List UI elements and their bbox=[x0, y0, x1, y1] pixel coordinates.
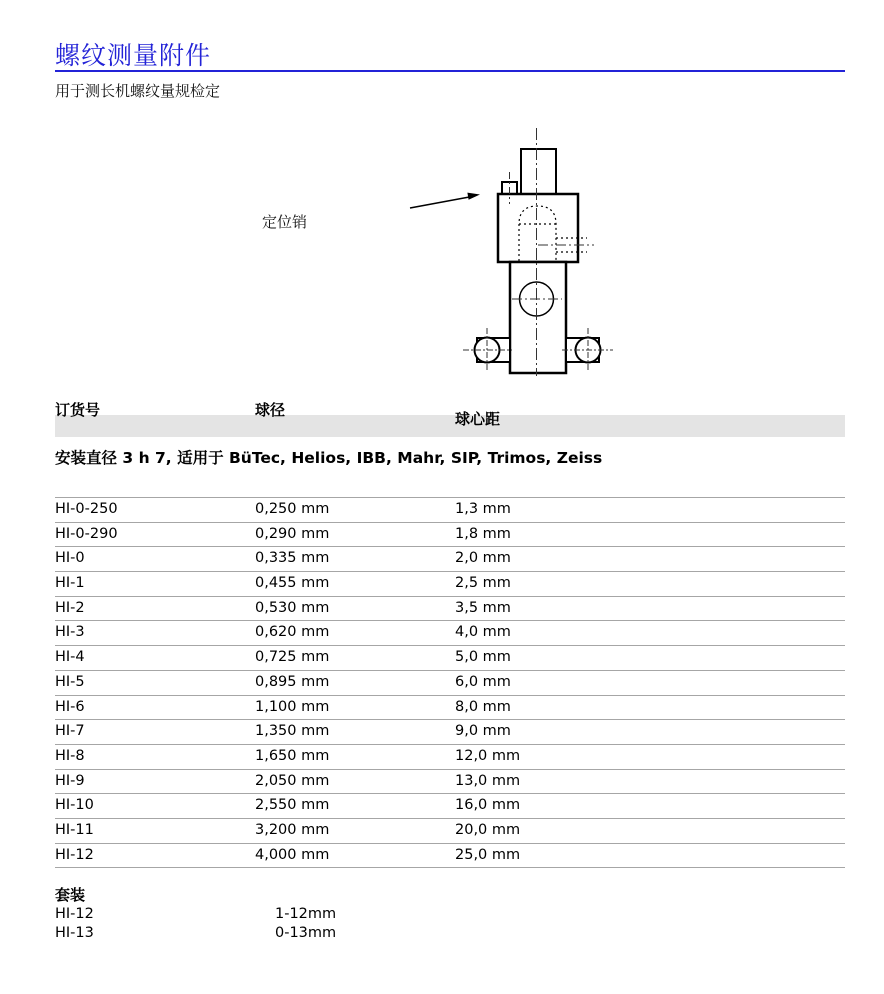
title-rule bbox=[55, 70, 845, 72]
cell-order-no: HI-8 bbox=[55, 747, 85, 764]
cell-center-dist: 9,0 mm bbox=[455, 723, 511, 740]
cell-ball-dia: 1,350 mm bbox=[255, 723, 330, 740]
cell-order-no: HI-5 bbox=[55, 673, 85, 690]
cell-center-dist: 5,0 mm bbox=[455, 649, 511, 666]
table-header-bar bbox=[55, 415, 845, 437]
cell-set-order-no: HI-13 bbox=[55, 925, 94, 941]
table-row bbox=[55, 793, 845, 818]
cell-order-no: HI-10 bbox=[55, 797, 94, 814]
cell-order-no: HI-1 bbox=[55, 575, 85, 592]
cell-order-no: HI-9 bbox=[55, 772, 85, 789]
cell-ball-dia: 0,725 mm bbox=[255, 649, 330, 666]
page-subtitle: 用于测长机螺纹量规检定 bbox=[55, 82, 221, 100]
cell-ball-dia: 0,530 mm bbox=[255, 599, 330, 616]
table-row bbox=[55, 522, 845, 547]
set-row bbox=[55, 906, 555, 925]
cell-order-no: HI-7 bbox=[55, 723, 85, 740]
table-row bbox=[55, 695, 845, 720]
cell-center-dist: 8,0 mm bbox=[455, 698, 511, 715]
pointer-arrow-line bbox=[410, 197, 472, 209]
cell-ball-dia: 2,550 mm bbox=[255, 797, 330, 814]
cell-center-dist: 3,5 mm bbox=[455, 599, 511, 616]
cell-center-dist: 13,0 mm bbox=[455, 772, 521, 789]
cell-center-dist: 16,0 mm bbox=[455, 797, 521, 814]
cell-center-dist: 25,0 mm bbox=[455, 846, 521, 863]
table-row bbox=[55, 497, 845, 522]
cell-order-no: HI-0-290 bbox=[55, 525, 118, 542]
table-row bbox=[55, 596, 845, 621]
table-row bbox=[55, 719, 845, 744]
cell-ball-dia: 1,100 mm bbox=[255, 698, 330, 715]
top-shaft-outline bbox=[521, 149, 556, 194]
cell-center-dist: 1,8 mm bbox=[455, 525, 511, 542]
cell-ball-dia: 0,335 mm bbox=[255, 550, 330, 567]
cell-center-dist: 2,0 mm bbox=[455, 550, 511, 567]
table-row bbox=[55, 818, 845, 843]
cell-ball-dia: 1,650 mm bbox=[255, 747, 330, 764]
cell-center-dist: 2,5 mm bbox=[455, 575, 511, 592]
cell-center-dist: 1,3 mm bbox=[455, 501, 511, 517]
cell-order-no: HI-0 bbox=[55, 550, 85, 567]
cell-center-dist: 12,0 mm bbox=[455, 747, 521, 764]
table-row bbox=[55, 571, 845, 596]
sets-body bbox=[55, 906, 555, 944]
cell-set-order-no: HI-12 bbox=[55, 906, 94, 922]
column-header-ball-dia: 球径 bbox=[255, 401, 286, 419]
cell-ball-dia: 2,050 mm bbox=[255, 772, 330, 789]
table-row bbox=[55, 744, 845, 769]
cell-set-range: 0-13mm bbox=[275, 925, 337, 941]
figure-label: 定位销 bbox=[262, 213, 308, 231]
cell-order-no: HI-2 bbox=[55, 599, 85, 616]
table-row bbox=[55, 670, 845, 695]
cell-ball-dia: 3,200 mm bbox=[255, 821, 330, 838]
cell-order-no: HI-6 bbox=[55, 698, 85, 715]
cell-ball-dia: 0,290 mm bbox=[255, 525, 330, 542]
cell-center-dist: 20,0 mm bbox=[455, 821, 521, 838]
table-row bbox=[55, 645, 845, 670]
cell-center-dist: 6,0 mm bbox=[455, 673, 511, 690]
cell-order-no: HI-4 bbox=[55, 649, 85, 666]
column-header-center-dist: 球心距 bbox=[455, 410, 501, 428]
table-row bbox=[55, 620, 845, 645]
column-header-order-no: 订货号 bbox=[55, 401, 101, 419]
sets-heading: 套装 bbox=[55, 886, 86, 904]
set-row bbox=[55, 925, 555, 944]
page-title: 螺纹测量附件 bbox=[55, 41, 212, 70]
table-group-title: 安装直径 3 h 7, 适用于 BüTec, Helios, IBB, Mahr, SIP, Trimos, Zeiss bbox=[55, 449, 603, 467]
column-outline bbox=[510, 262, 566, 373]
cell-order-no: HI-12 bbox=[55, 846, 94, 863]
table-row bbox=[55, 843, 845, 869]
pointer-arrow-head bbox=[467, 193, 480, 200]
cell-ball-dia: 0,895 mm bbox=[255, 673, 330, 690]
gauge-drawing-svg bbox=[250, 120, 650, 400]
cell-set-range: 1-12mm bbox=[275, 906, 337, 922]
cell-order-no: HI-3 bbox=[55, 624, 85, 641]
cell-ball-dia: 0,455 mm bbox=[255, 575, 330, 592]
cell-ball-dia: 0,250 mm bbox=[255, 501, 330, 517]
cell-order-no: HI-0-250 bbox=[55, 501, 118, 517]
cell-ball-dia: 0,620 mm bbox=[255, 624, 330, 641]
table-body bbox=[55, 497, 845, 868]
technical-drawing bbox=[250, 120, 650, 400]
cell-center-dist: 4,0 mm bbox=[455, 624, 511, 641]
table-row bbox=[55, 546, 845, 571]
cell-order-no: HI-11 bbox=[55, 821, 94, 838]
cell-ball-dia: 4,000 mm bbox=[255, 846, 330, 863]
table-row bbox=[55, 769, 845, 794]
